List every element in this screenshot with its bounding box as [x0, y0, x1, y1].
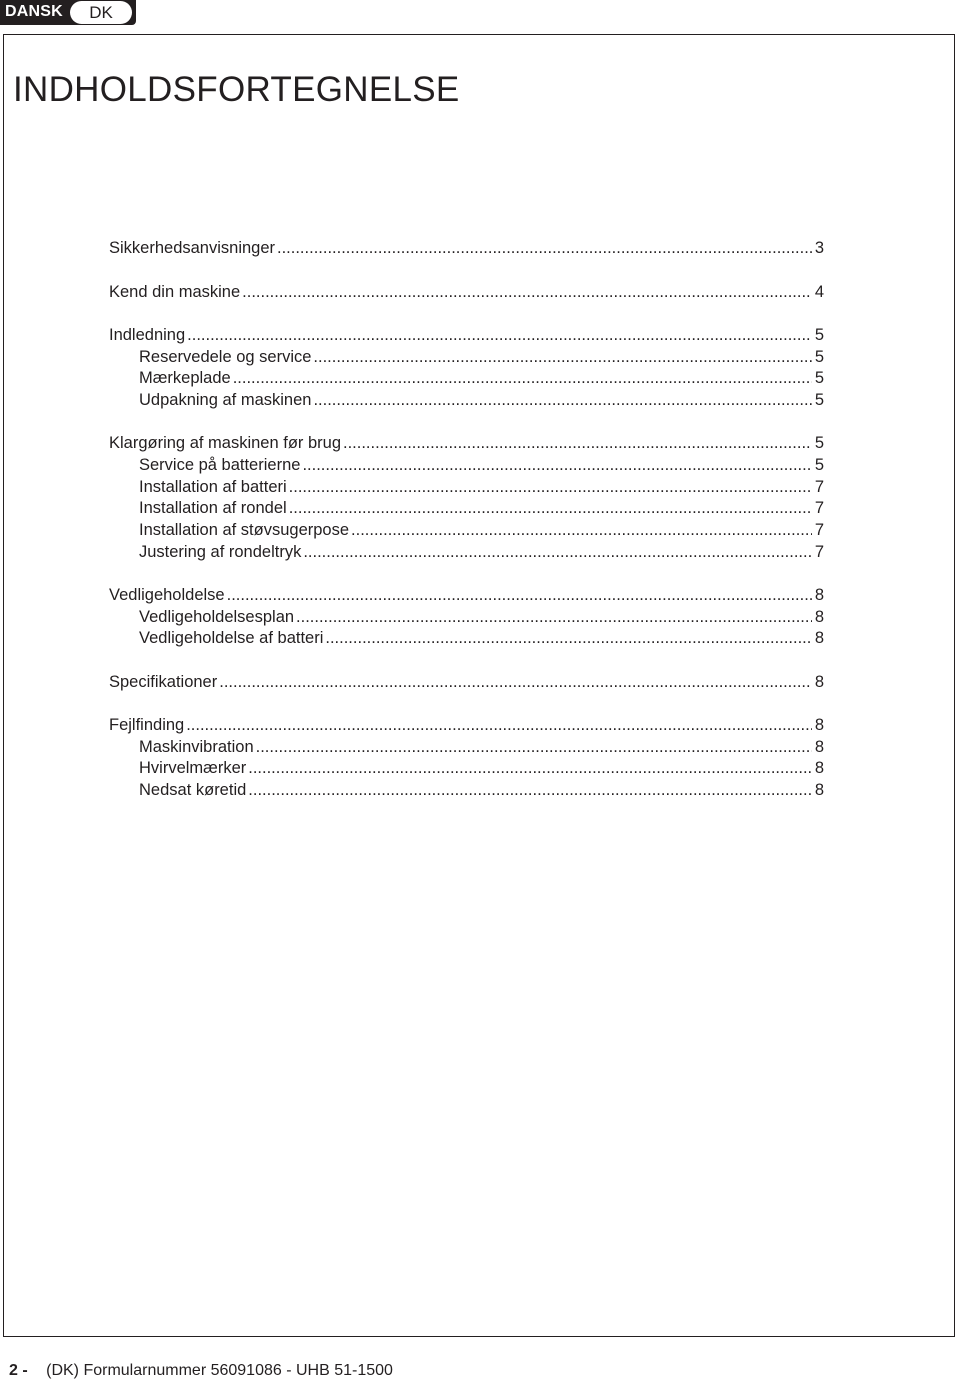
toc-entry-page: 8	[814, 629, 824, 647]
toc-entry-page: 7	[814, 499, 824, 517]
toc-entry-title: Installation af rondel	[139, 499, 287, 517]
toc-entry[interactable]	[139, 454, 824, 476]
toc-dot-leader	[325, 627, 812, 649]
toc-entry-page: 8	[814, 673, 824, 691]
footer-form-reference: (DK) Formularnummer 56091086 - UHB 51-1500	[46, 1362, 393, 1379]
toc-dot-leader	[289, 497, 812, 519]
toc-entry-title: Installation af støvsugerpose	[139, 521, 350, 539]
toc-entry-page: 4	[814, 283, 824, 301]
toc-entry-title: Mærkeplade	[139, 369, 231, 387]
toc-entry-title: Reservedele og service	[139, 348, 312, 366]
toc-entry[interactable]	[139, 757, 824, 779]
toc-dot-leader	[233, 367, 812, 389]
toc-entry-page: 5	[814, 369, 824, 387]
toc-entry-title: Vedligeholdelse af batteri	[139, 629, 324, 647]
toc-entry-title: Nedsat køretid	[139, 781, 247, 799]
toc-entry[interactable]	[109, 432, 824, 454]
language-label: DANSK	[5, 3, 63, 20]
toc-entry-title: Sikkerhedsanvisninger	[109, 239, 276, 257]
toc-entry-title: Fejlfinding	[109, 716, 185, 734]
toc-entry-title: Specifikationer	[109, 673, 218, 691]
toc-entry-title: Indledning	[109, 326, 186, 344]
toc-dot-leader	[186, 714, 812, 736]
toc-entry[interactable]	[139, 346, 824, 368]
toc-entry-title: Installation af batteri	[139, 478, 287, 496]
page-title: INDHOLDSFORTEGNELSE	[13, 70, 460, 109]
toc-entry-page: 8	[814, 759, 824, 777]
toc-entry-title: Justering af rondeltryk	[139, 543, 302, 561]
toc-entry[interactable]	[139, 627, 824, 649]
toc-entry-page: 8	[814, 738, 824, 756]
toc-entry-page: 8	[814, 781, 824, 799]
toc-entry-page: 7	[814, 543, 824, 561]
toc-entry-page: 5	[814, 456, 824, 474]
toc-entry[interactable]	[139, 606, 824, 628]
toc-dot-leader	[256, 736, 812, 758]
toc-entry[interactable]	[109, 671, 824, 693]
toc-entry-page: 3	[814, 239, 824, 257]
toc-dot-leader	[219, 671, 812, 693]
toc-dot-leader	[302, 454, 812, 476]
language-code-badge: DK	[70, 1, 132, 24]
toc-entry-title: Vedligeholdelsesplan	[139, 608, 295, 626]
toc-entry-page: 5	[814, 434, 824, 452]
toc-entry[interactable]	[139, 736, 824, 758]
toc-entry-page: 5	[814, 326, 824, 344]
toc-entry-title: Kend din maskine	[109, 283, 241, 301]
toc-dot-leader	[227, 584, 812, 606]
toc-dot-leader	[296, 606, 812, 628]
toc-dot-leader	[351, 519, 812, 541]
toc-entry[interactable]	[109, 324, 824, 346]
toc-dot-leader	[248, 779, 812, 801]
toc-entry[interactable]	[139, 779, 824, 801]
toc-dot-leader	[277, 237, 812, 259]
toc-dot-leader	[313, 389, 812, 411]
toc-entry[interactable]	[139, 541, 824, 563]
toc-entry-title: Service på batterierne	[139, 456, 301, 474]
toc-entry-page: 5	[814, 391, 824, 409]
toc-entry[interactable]	[139, 497, 824, 519]
toc-dot-leader	[289, 476, 812, 498]
toc-dot-leader	[313, 346, 812, 368]
toc-entry-title: Maskinvibration	[139, 738, 254, 756]
toc-entry[interactable]	[139, 519, 824, 541]
toc-dot-leader	[187, 324, 812, 346]
toc-entry[interactable]	[139, 476, 824, 498]
toc-entry-title: Vedligeholdelse	[109, 586, 225, 604]
page-footer	[9, 1362, 393, 1380]
toc-dot-leader	[248, 757, 812, 779]
toc-entry-title: Hvirvelmærker	[139, 759, 247, 777]
toc-entry[interactable]	[139, 389, 824, 411]
toc-entry-title: Klargøring af maskinen før brug	[109, 434, 342, 452]
toc-entry[interactable]	[109, 714, 824, 736]
toc-entry-title: Udpakning af maskinen	[139, 391, 312, 409]
toc-entry-page: 8	[814, 586, 824, 604]
toc-dot-leader	[343, 432, 812, 454]
toc-entry[interactable]	[109, 584, 824, 606]
toc-entry[interactable]	[139, 367, 824, 389]
footer-page-number: 2 -	[9, 1362, 28, 1379]
toc-dot-leader	[303, 541, 812, 563]
toc-entry-page: 5	[814, 348, 824, 366]
toc-entry[interactable]	[109, 281, 824, 303]
toc-entry-page: 8	[814, 608, 824, 626]
toc-entry-page: 8	[814, 716, 824, 734]
toc-dot-leader	[242, 281, 812, 303]
toc-entry-page: 7	[814, 521, 824, 539]
toc-entry[interactable]	[109, 237, 824, 259]
toc-entry-page: 7	[814, 478, 824, 496]
